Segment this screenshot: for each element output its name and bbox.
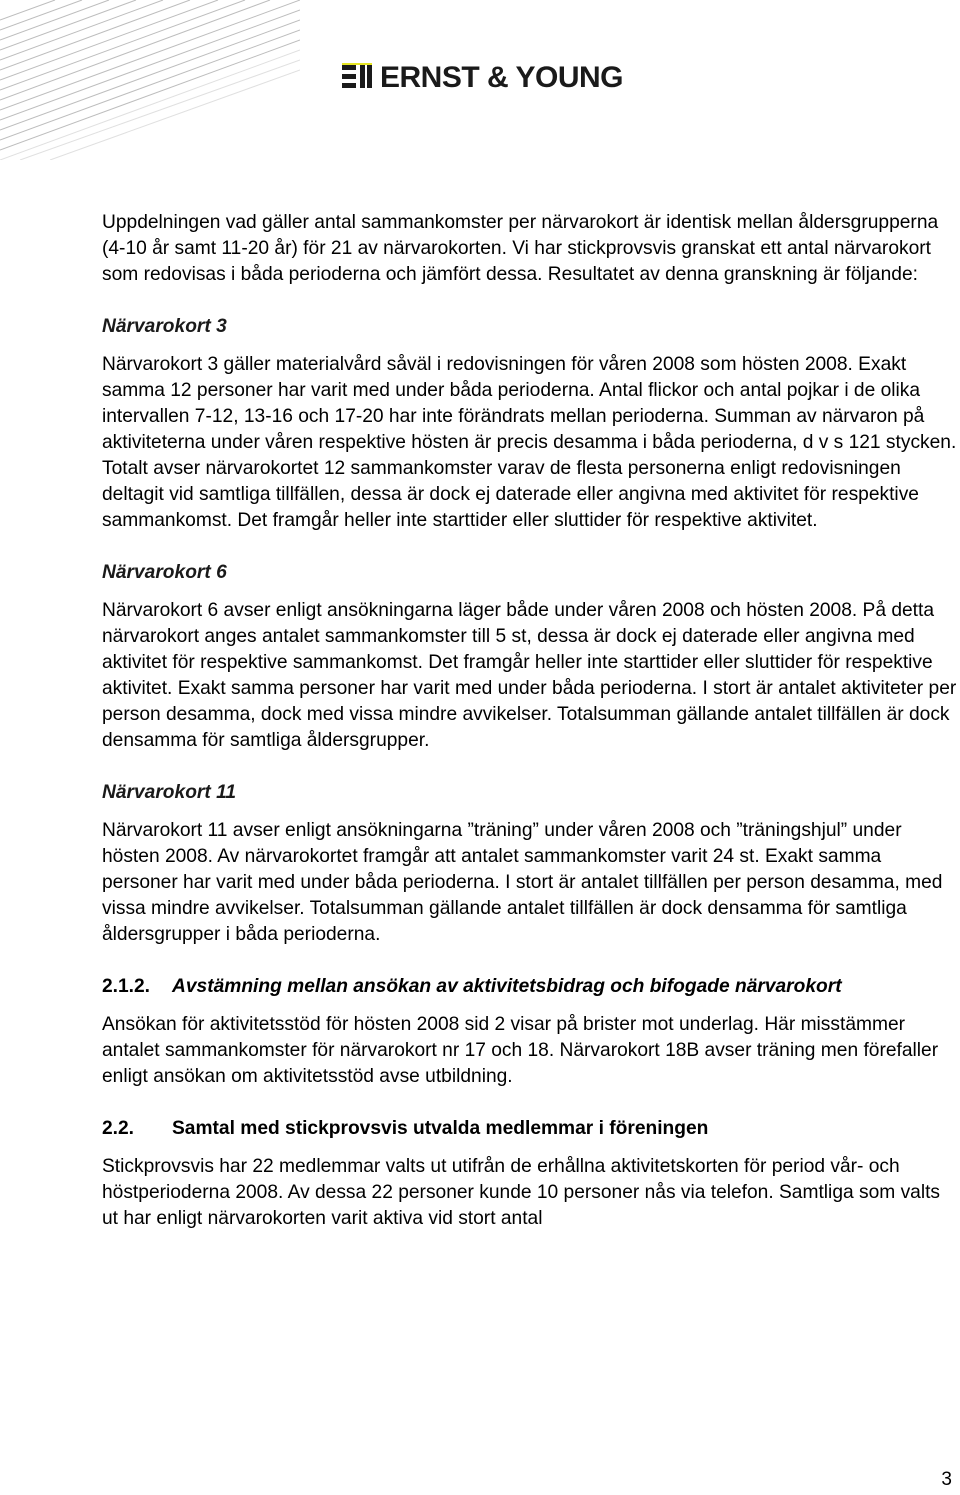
heading-narvarokort-6: Närvarokort 6 xyxy=(102,562,227,583)
page-number: 3 xyxy=(941,1469,952,1490)
section-heading-2-2 xyxy=(102,1116,960,1142)
logo-text: ERNST & YOUNG xyxy=(380,61,623,94)
heading-narvarokort-11: Närvarokort 11 xyxy=(102,782,237,803)
section-title: Avstämning mellan ansökan av aktivitetsbidrag och bifogade närvarokort xyxy=(172,976,842,997)
document-body xyxy=(102,210,960,1232)
ey-logo xyxy=(342,58,623,98)
paragraph-narvarokort-11: Närvarokort 11 avser enligt ansökningarna ”träning” under våren 2008 och ”träningshjul” under hösten 2008. Av närvarokortet framgår att antalet sammankomster varit 24 st. Exakt samma personer har varit med under båda perioderna. I stort är antalet tillfällen per person desamma, med vissa mindre avvikelser. Totalsumman gällande antalet tillfällen är dock densamma för samtliga åldersgrupper i båda perioderna. xyxy=(102,820,943,945)
intro-paragraph: Uppdelningen vad gäller antal sammankomster per närvarokort är identisk mellan åldersgrupperna (4-10 år samt 11-20 år) för 21 av närvarokorten. Vi har stickprovsvis granskat ett antal närvarokort som redovisas i båda perioderna och jämfört dessa. Resultatet av denna granskning är följande: xyxy=(102,212,939,285)
header-decorative-lines xyxy=(0,0,300,160)
section-heading-2-1-2 xyxy=(102,974,960,1000)
paragraph-narvarokort-6: Närvarokort 6 avser enligt ansökningarna läger både under våren 2008 och hösten 2008. På detta närvarokort anges antalet sammankomster till 5 st, dessa är dock ej daterade eller angivna med aktivitet för respektive sammankomst. Det framgår heller inte starttider eller sluttider för respektive aktivitet. Exakt samma personer har varit med under båda perioderna. I stort är antalet aktiviteter per person desamma, dock med vissa mindre avvikelser. Totalsumman gällande antalet tillfällen är dock densamma för samtliga åldersgrupper. xyxy=(102,600,957,751)
paragraph-2-1-2: Ansökan för aktivitetsstöd för hösten 2008 sid 2 visar på brister mot underlag. Här misstämmer antalet sammankomster för närvarokort nr 17 och 18. Närvarokort 18B avser träning men förefaller enligt ansökan om aktivitetsstöd avse utbildning. xyxy=(102,1014,939,1087)
paragraph-narvarokort-3: Närvarokort 3 gäller materialvård såväl i redovisningen för våren 2008 som hösten 2008. Exakt samma 12 personer har varit med under båda perioderna. Antal flickor och antal pojkar i de olika intervallen 7-12, 13-16 och 17-20 har inte förändrats mellan perioderna. Summan av närvaron på aktiviteterna under våren respektive hösten är precis desamma i båda perioderna, d v s 121 stycken. Totalt avser närvarokortet 12 sammankomster varav de flesta personerna enligt redovisningen deltagit vid samtliga tillfällen, dessa är dock ej daterade eller angivna med aktivitet för respektive sammankomst. Det framgår heller inte starttider eller sluttider för respektive aktivitet. xyxy=(102,354,957,531)
section-number: 2.1.2. xyxy=(102,976,151,997)
section-number: 2.2. xyxy=(102,1118,135,1139)
section-title: Samtal med stickprovsvis utvalda medlemmar i föreningen xyxy=(172,1118,709,1139)
ey-logo-icon xyxy=(342,63,372,93)
heading-narvarokort-3: Närvarokort 3 xyxy=(102,316,227,337)
paragraph-2-2: Stickprovsvis har 22 medlemmar valts ut utifrån de erhållna aktivitetskorten för period vår- och höstperioderna 2008. Av dessa 22 personer kunde 10 personer nås via telefon. Samtliga som valts ut har enligt närvarokorten varit aktiva vid stort antal xyxy=(102,1156,941,1229)
